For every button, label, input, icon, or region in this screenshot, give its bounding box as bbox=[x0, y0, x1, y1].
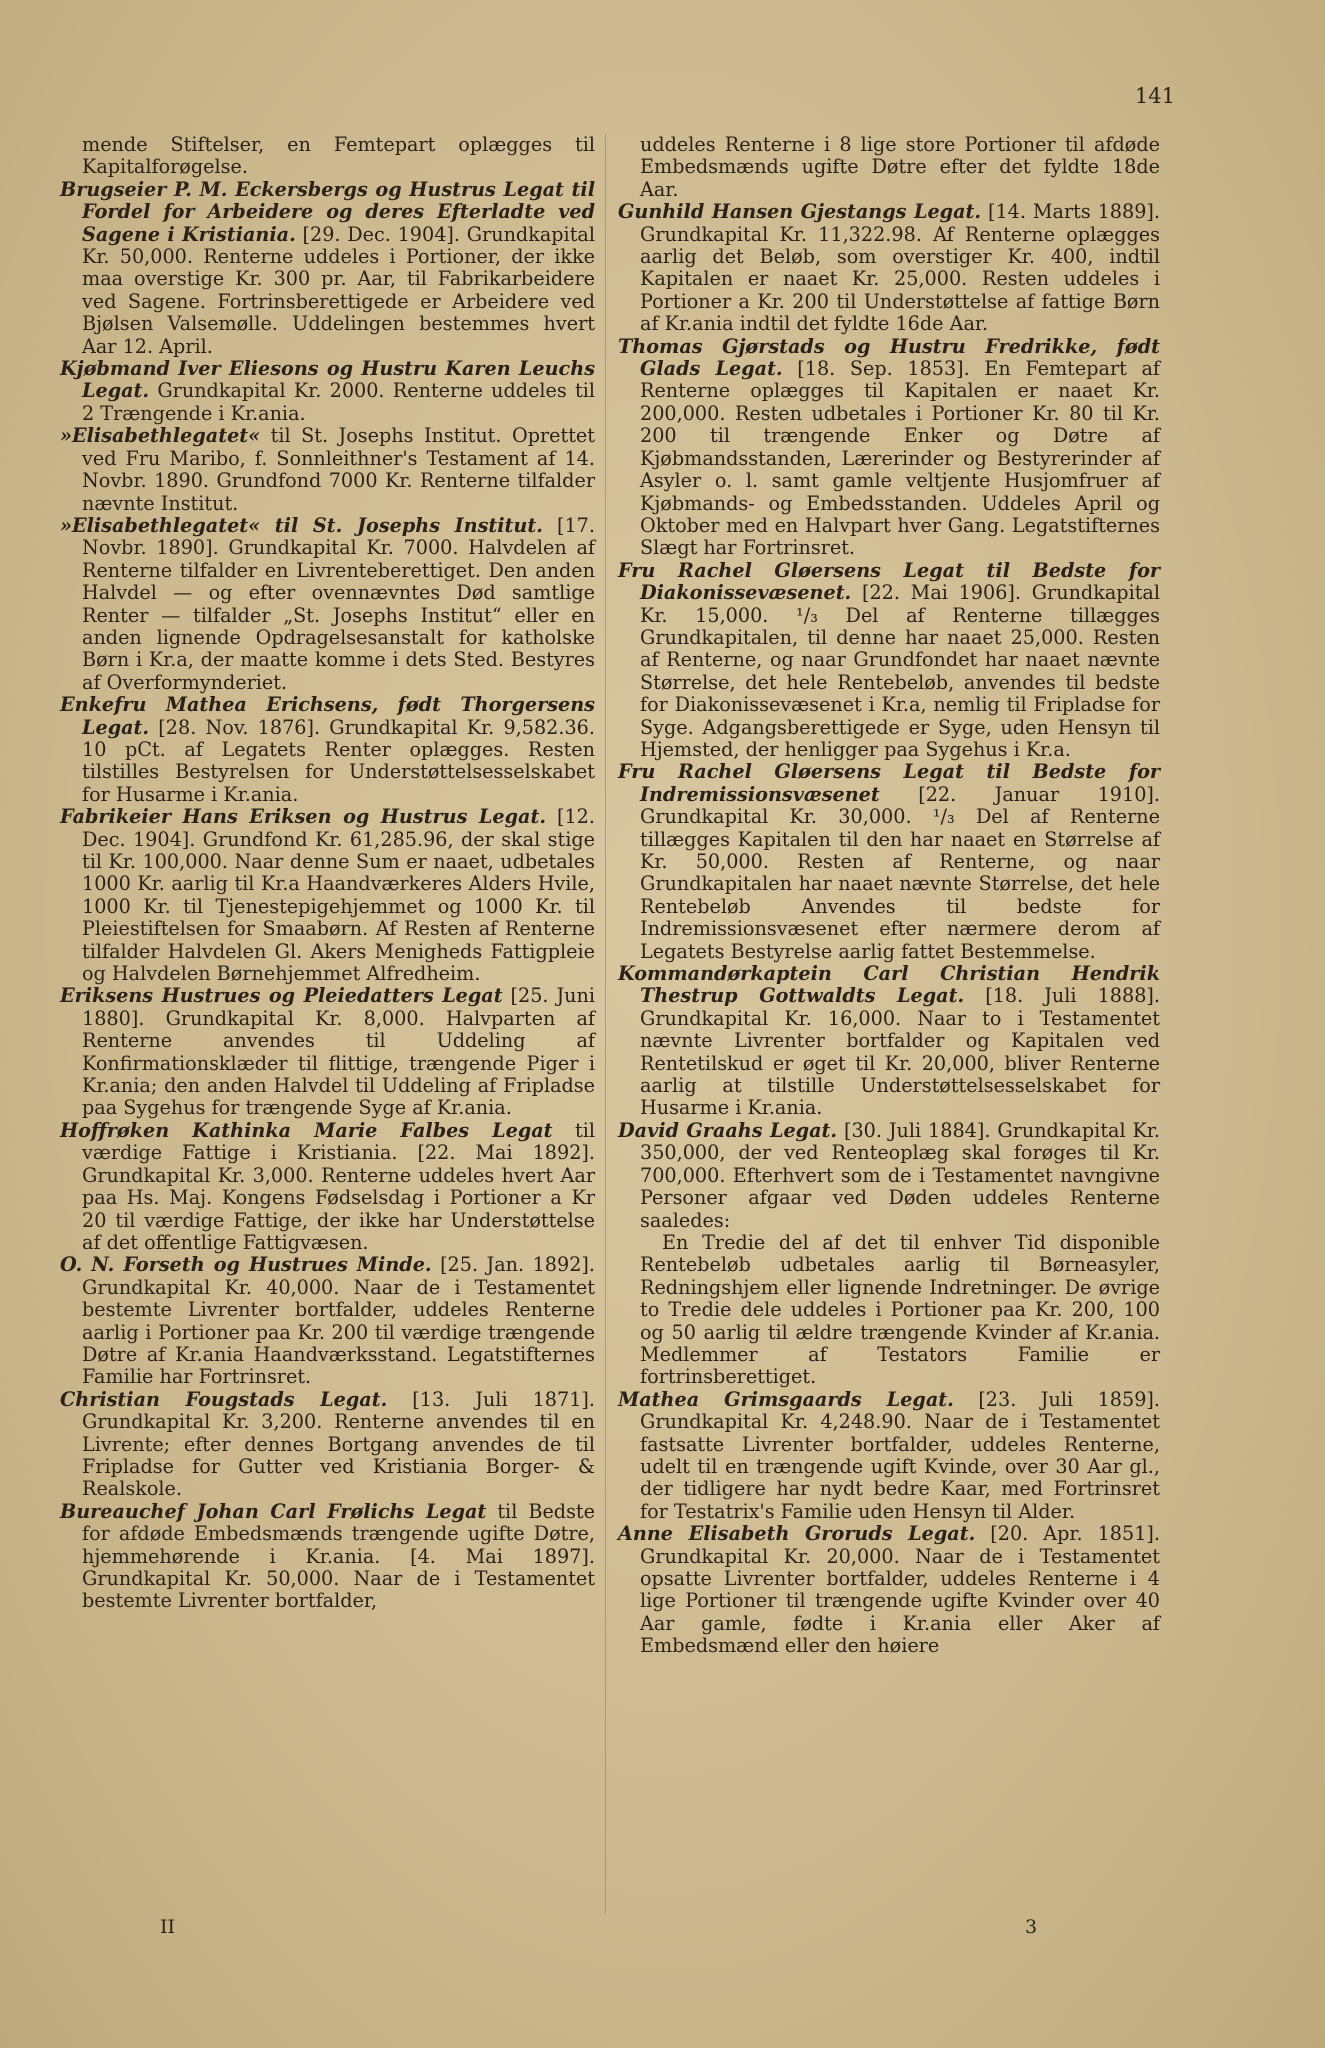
legat-entry bbox=[618, 1232, 1160, 1389]
legat-text: [22. Januar 1910]. Grundkapital Kr. 30,000. ¹/₃ Del af Renterne tillægges Kapitalen til den har naaet en Størrelse af Kr. 50,000. Resten af Renterne, og naar Grundkapitalen har naaet nævnte Størrelse, det hele Rentebeløb Anvendes til bedste for Indremissionsvæsenet efter nærmere derom af Legatets Bestyrelse aarlig fattet Bestemmelse. bbox=[640, 782, 1160, 963]
legat-title: »Elisabethlegatet« bbox=[60, 424, 261, 448]
legat-title: Hoffrøken Kathinka Marie Falbes Legat bbox=[60, 1118, 553, 1142]
legat-text: [12. Dec. 1904]. Grundfond Kr. 61,285.96, der skal stige til Kr. 100,000. Naar denne Sum er naaet, udbetales 1000 Kr. aarlig til Kr.a Haandværkeres Alders Hvile, 1000 Kr. til Tjenestepigehjemmet og 1000 Kr. til Pleiestiftelsen for Smaabørn. Af Resten af Renterne tilfalder Halvdelen Gl. Akers Menigheds Fattigpleie og Halvdelen Børnehjemmet Alfredheim. bbox=[82, 805, 595, 986]
legat-entry bbox=[618, 1389, 1160, 1523]
legat-text: [18. Juli 1888]. Grundkapital Kr. 16,000. Naar to i Testamentet nævnte Livrenter bortfalder og Kapitalen ved Rentetilskud er øget til Kr. 20,000, bliver Renterne aarlig at tilstille Understøttelsesselskabet for Husarme i Kr.ania. bbox=[640, 984, 1160, 1120]
legat-title: Enkefru Mathea Erichsens, født Thorgersens Legat. bbox=[60, 693, 595, 739]
legat-title: Fru Rachel Gløersens Legat til Bedste for Indremissionsvæsenet bbox=[618, 760, 1160, 806]
legat-text: [20. Apr. 1851]. Grundkapital Kr. 20,000. Naar de i Testamentet opsatte Livrenter bortfalder, uddeles Renterne i 4 lige Portioner til trængende ugifte Kvinder over 40 Aar gamle, fødte i Kr.ania eller Aker af Embedsmænd eller den høiere bbox=[640, 1522, 1160, 1658]
legat-entry bbox=[60, 1254, 595, 1388]
legat-text: [29. Dec. 1904]. Grundkapital Kr. 50,000. Renterne uddeles i Portioner, der ikke maa overstige Kr. 300 pr. Aar, til Fabrikarbeidere ved Sagene. Fortrinsberettigede er Arbeidere ved Bjølsen Valsemølle. Uddelingen bestemmes hvert Aar 12. April. bbox=[82, 222, 595, 358]
legat-text: [28. Nov. 1876]. Grundkapital Kr. 9,582.36. 10 pCt. af Legatets Renter oplægges. Resten tilstilles Bestyrelsen for Understøttelsesselskabet for Husarme i Kr.ania. bbox=[82, 715, 595, 806]
legat-entry bbox=[60, 358, 595, 425]
legat-title: Kjøbmand Iver Eliesons og Hustru Karen Leuchs Legat. bbox=[60, 357, 595, 403]
legat-text: [22. Mai 1906]. Grundkapital Kr. 15,000. ¹/₃ Del af Renterne tillægges Grundkapitalen, til denne har naaet 25,000. Resten af Renterne, og naar Grundfondet har naaet nævnte Størrelse, det hele Rentebeløb, anvendes til bedste for Diakonissevæsenet i Kr.a, nemlig til Fripladse for Syge. Adgangsberettigede er Syge, uden Hensyn til Hjemsted, der henligger paa Sygehus i Kr.a. bbox=[640, 581, 1160, 761]
legat-text: En Tredie del af det til enhver Tid disponible Rentebeløb udbetales aarlig til Børneasyler, Redningshjem eller lignende Indretninger. De øvrige to Tredie dele uddeles i Portioner paa Kr. 200, 100 og 50 aarlig til ældre trængende Kvinder af Kr.ania. Medlemmer af Testators Familie er fortrinsberettiget. bbox=[640, 1230, 1160, 1389]
signature-mark-right: 3 bbox=[1025, 1916, 1038, 1938]
legat-text: [17. Novbr. 1890]. Grundkapital Kr. 7000. Halvdelen af Renterne tilfalder en Livrenteberettiget. Den anden Halvdel — og efter ovennævntes Død samtlige Renter — tilfalder „St. Josephs Institut“ eller en anden lignende Opdragelsesanstalt for katholske Børn i Kr.a, der maatte komme i dets Sted. Bestyres af Overformynderiet. bbox=[82, 513, 595, 694]
legat-entry bbox=[618, 201, 1160, 335]
legat-entry bbox=[618, 1120, 1160, 1232]
legat-entry bbox=[618, 336, 1160, 560]
legat-entry bbox=[60, 179, 595, 358]
signature-mark-left: II bbox=[160, 1916, 176, 1938]
legat-entry bbox=[60, 694, 595, 806]
column-divider bbox=[605, 134, 606, 1914]
legat-title: »Elisabethlegatet« til St. Josephs Institut. bbox=[60, 513, 543, 537]
legat-entry bbox=[60, 1501, 595, 1613]
legat-title: O. N. Forseth og Hustrues Minde. bbox=[60, 1253, 432, 1277]
legat-entry bbox=[618, 134, 1160, 201]
right-column bbox=[618, 134, 1160, 1658]
legat-title: Thomas Gjørstads og Hustru Fredrikke, født Glads Legat. bbox=[618, 334, 1160, 381]
legat-title: Fabrikeier Hans Eriksen og Hustrus Legat. bbox=[60, 805, 547, 829]
legat-text: uddeles Renterne i 8 lige store Portioner til afdøde Embedsmænds ugifte Døtre efter det fyldte 18de Aar. bbox=[640, 133, 1160, 201]
legat-entry bbox=[618, 1523, 1160, 1657]
legat-entry bbox=[60, 134, 595, 179]
legat-title: Eriksens Hustrues og Pleiedatters Legat bbox=[60, 984, 503, 1008]
legat-text: til værdige Fattige i Kristiania. [22. Mai 1892]. Grundkapital Kr. 3,000. Renterne uddeles hvert Aar paa Hs. Maj. Kongens Fødselsdag i Portioner a Kr 20 til værdige Fattige, der ikke har Understøttelse af det offentlige Fattigvæsen. bbox=[82, 1118, 595, 1254]
legat-entry bbox=[618, 761, 1160, 963]
legat-title: Mathea Grimsgaards Legat. bbox=[618, 1387, 954, 1411]
legat-text: mende Stiftelser, en Femtepart oplægges til Kapitalforøgelse. bbox=[82, 133, 595, 179]
legat-title: Christian Fougstads Legat. bbox=[60, 1387, 388, 1411]
legat-title: Anne Elisabeth Groruds Legat. bbox=[618, 1522, 976, 1546]
legat-entry bbox=[60, 985, 595, 1119]
legat-entry bbox=[60, 806, 595, 985]
page-number: 141 bbox=[1134, 84, 1175, 108]
legat-text: [30. Juli 1884]. Grundkapital Kr. 350,000, der ved Renteoplæg skal forøges til Kr. 700,000. Efterhvert som de i Testamentet navngivne Personer afgaar ved Døden uddeles Renterne saaledes: bbox=[640, 1118, 1160, 1232]
legat-text: [25. Jan. 1892]. Grundkapital Kr. 40,000. Naar de i Testamentet bestemte Livrenter bortfalder, uddeles Renterne aarlig i Portioner paa Kr. 200 til værdige trængende Døtre af Kr.ania Haandværksstand. Legatstifternes Familie har Fortrinsret. bbox=[82, 1253, 595, 1389]
legat-title: Fru Rachel Gløersens Legat til Bedste for Diakonissevæsenet. bbox=[618, 558, 1160, 605]
legat-title: Brugseier P. M. Eckersbergs og Hustrus Legat til Fordel for Arbeidere og deres Efterladte ved Sagene i Kristiania. bbox=[60, 177, 595, 246]
legat-text: [13. Juli 1871]. Grundkapital Kr. 3,200. Renterne anvendes til en Livrente; efter dennes Bortgang anvendes de til Fripladse for Gutter ved Kristiania Borger- & Realskole. bbox=[82, 1387, 595, 1501]
left-column bbox=[60, 134, 595, 1613]
legat-text: [25. Juni 1880]. Grundkapital Kr. 8,000. Halvparten af Renterne anvendes til Uddeling af Konfirmationsklæder til flittige, trængende Piger i Kr.ania; den anden Halvdel til Uddeling af Fripladse paa Sygehus for trængende Syge af Kr.ania. bbox=[82, 984, 595, 1120]
legat-text: til Bedste for afdøde Embedsmænds trængende ugifte Døtre, hjemmehørende i Kr.ania. [4. Mai 1897]. Grundkapital Kr. 50,000. Naar de i Testamentet bestemte Livrenter bortfalder, bbox=[82, 1499, 595, 1613]
legat-entry bbox=[60, 515, 595, 694]
legat-entry bbox=[60, 1389, 595, 1501]
legat-entry bbox=[60, 425, 595, 515]
legat-title: David Graahs Legat. bbox=[618, 1118, 838, 1142]
legat-text: [18. Sep. 1853]. En Femtepart af Renterne oplægges til Kapitalen er naaet Kr. 200,000. Resten udbetales i Portioner Kr. 80 til Kr. 200 til trængende Enker og Døtre af Kjøbmandsstanden, Lærerinder og Bestyrerinder af Asyler o. l. samt gamle veltjente Husjomfruer af Kjøbmands- og Embedsstanden. Uddeles April og Oktober med en Halvpart hver Gang. Legatstifternes Slægt har Fortrinsret. bbox=[640, 357, 1160, 560]
legat-text: [14. Marts 1889]. Grundkapital Kr. 11,322.98. Af Renterne oplægges aarlig det Beløb, som overstiger Kr. 400, indtil Kapitalen er naaet Kr. 25,000. Resten uddeles i Portioner a Kr. 200 til Understøttelse af fattige Børn af Kr.ania indtil det fyldte 16de Aar. bbox=[640, 200, 1160, 336]
legat-entry bbox=[618, 963, 1160, 1120]
legat-title: Kommandørkaptein Carl Christian Hendrik Thestrup Gottwaldts Legat. bbox=[618, 962, 1160, 1008]
legat-entry bbox=[618, 560, 1160, 762]
legat-title: Gunhild Hansen Gjestangs Legat. bbox=[618, 200, 982, 224]
legat-text: Grundkapital Kr. 2000. Renterne uddeles til 2 Trængende i Kr.ania. bbox=[82, 379, 595, 425]
legat-entry bbox=[60, 1120, 595, 1254]
legat-title: Bureauchef Johan Carl Frølichs Legat bbox=[60, 1499, 487, 1523]
legat-text: [23. Juli 1859]. Grundkapital Kr. 4,248.90. Naar de i Testamentet fastsatte Livrenter bortfalder, uddeles Renterne, udelt til en trængende ugift Kvinde, over 30 Aar gl., der tidligere har nydt bedre Kaar, med Fortrinsret for Testatrix's Familie uden Hensyn til Alder. bbox=[640, 1387, 1160, 1523]
legat-text: til St. Josephs Institut. Oprettet ved Fru Maribo, f. Sonnleithner's Testament af 14. Novbr. 1890. Grundfond 7000 Kr. Renterne tilfalder nævnte Institut. bbox=[82, 424, 595, 515]
